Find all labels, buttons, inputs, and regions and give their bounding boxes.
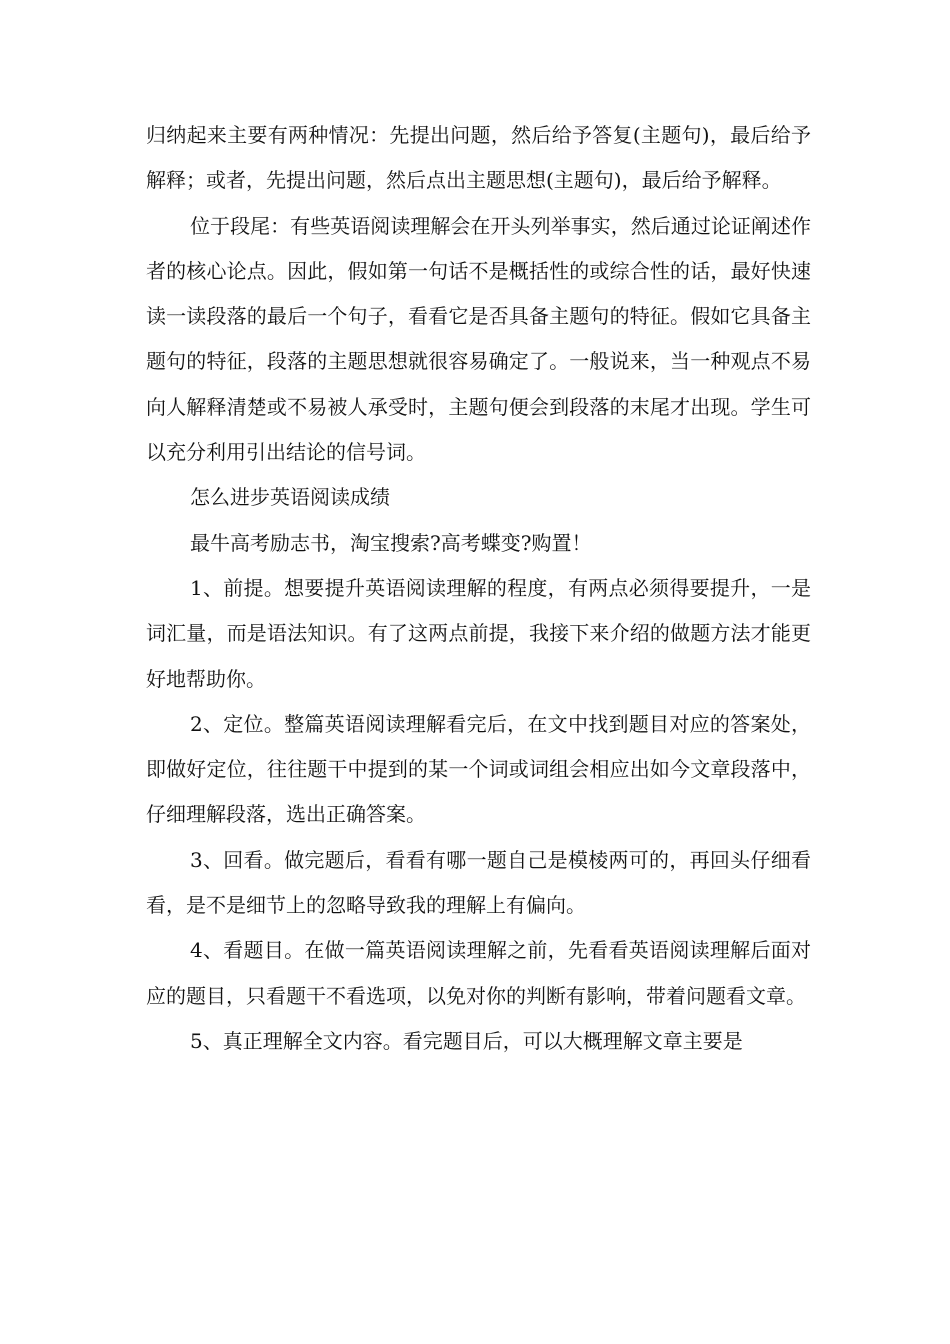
section-heading: 怎么进步英语阅读成绩 (190, 485, 390, 510)
list-item-locate: 2、定位。整篇英语阅读理解看完后，在文中找到题目对应的答案处，即做好定位，往往题干中提到的某一个词或词组会相应出如今文章段落中，仔细理解段落，选出正确答案。 (146, 711, 811, 827)
list-item-understand-text: 5、真正理解全文内容。看完题目后，可以大概理解文章主要是 (190, 1028, 743, 1053)
paragraph-promo: 最牛高考励志书，淘宝搜索?高考蝶变?购置！ (190, 530, 592, 555)
list-item-review: 3、回看。做完题后，看看有哪一题自己是模棱两可的，再回头仔细看看，是不是细节上的忽略导致我的理解上有偏向。 (146, 847, 811, 918)
paragraph-topic-at-end: 位于段尾：有些英语阅读理解会在开头列举事实，然后通过论证阐述作者的核心论点。因此，假如第一句话不是概括性的或综合性的话，最好快速读一读段落的最后一个句子，看看它是否具备主题句的特征。假如它具备主题句的特征，段落的主题思想就很容易确定了。一般说来，当一种观点不易向人解释清楚或不易被人承受时，主题句便会到段落的末尾才出现。学生可以充分利用引出结论的信号词。 (146, 213, 811, 465)
list-item-read-questions: 4、看题目。在做一篇英语阅读理解之前，先看看英语阅读理解后面对应的题目，只看题干不看选项，以免对你的判断有影响，带着问题看文章。 (146, 938, 811, 1008)
paragraph-summary: 归纳起来主要有两种情况：先提出问题，然后给予答复(主题句)，最后给予解释；或者，先提出问题，然后点出主题思想(主题句)，最后给予解释。 (146, 123, 811, 193)
document-body (146, 113, 811, 1064)
list-item-premise: 1、前提。想要提升英语阅读理解的程度，有两点必须得要提升，一是词汇量，而是语法知识。有了这两点前提，我接下来介绍的做题方法才能更好地帮助你。 (146, 575, 811, 691)
